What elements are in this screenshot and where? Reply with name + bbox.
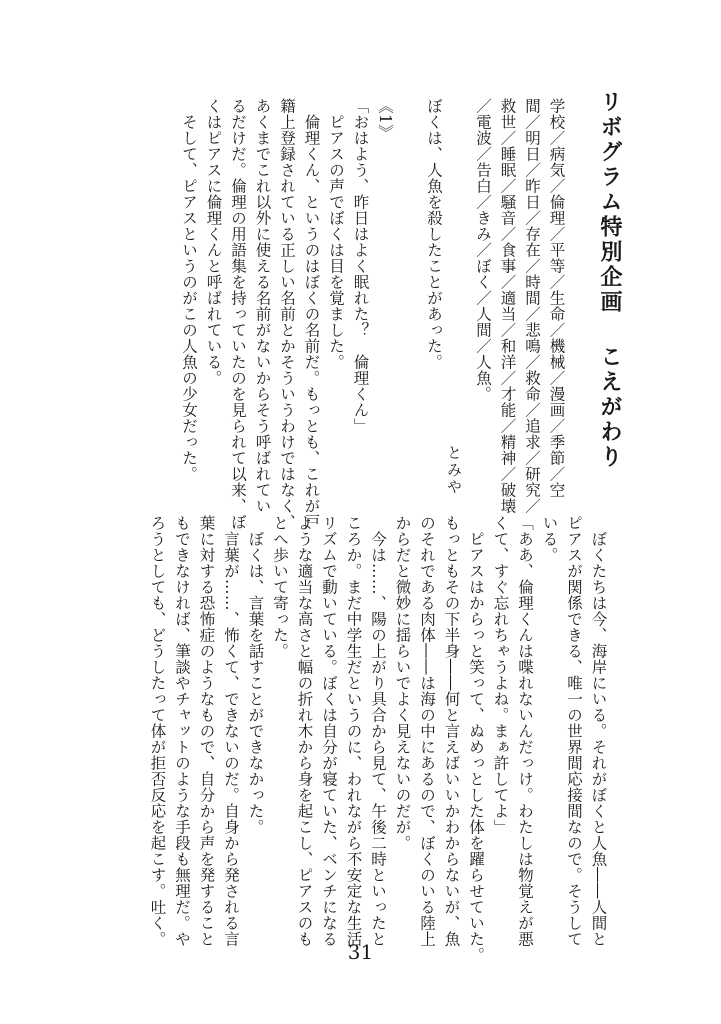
text-line: ぼくは、言葉を話すことができなかった。 xyxy=(246,515,265,835)
text-line: のそれである肉体――は海の中にあるので、ぼくのいる陸上 xyxy=(418,515,436,947)
text-line: とへ歩いて寄った。 xyxy=(271,515,289,659)
page-number: 31 xyxy=(347,940,374,964)
title-series: リボグラム特別企画 xyxy=(597,90,622,315)
author-name: とみや xyxy=(445,445,463,496)
text-line: からだと微妙に揺らいでよく見えないのだが。 xyxy=(393,515,412,851)
text-line: 学校／病気／倫理／平等／生命／機械／漫画／季節／空 xyxy=(547,98,566,498)
text-line: ころか。まだ中学生だというのに、われながら不安定な生活 xyxy=(344,515,363,947)
text-line: るだけだ。倫理の用語集を持っていたのを見られて以来、ぼ xyxy=(229,98,247,530)
text-line: 葉に対する恐怖症のようなもので、自分から声を発すること xyxy=(197,515,216,947)
title-story: こえがわり xyxy=(597,345,622,470)
text-line: くて、すぐ忘れちゃうよね。まぁ許してよ」 xyxy=(491,515,510,835)
text-line: 「ああ、倫理くんは喋れないんだっけ。わたしは物覚えが悪 xyxy=(516,515,534,947)
text-line: リズムで動いている。ぼくは自分が寝ていた、ベンチになる xyxy=(320,515,338,947)
text-line: 救世／睡眠／騒音／食事／適当／和洋／才能／精神／破壊 xyxy=(498,98,517,514)
text-line: もっともその下半身――何と言えばいいかわからないが、魚 xyxy=(442,515,461,947)
text-line: ピアスの声でぼくは目を覚ました。 xyxy=(327,98,345,370)
text-line: 籍上登録されている正しい名前とかそういうわけではなく、 xyxy=(278,98,296,530)
text-line: ぼくは、人魚を殺したことがあった。 xyxy=(425,98,443,370)
text-line: 今は……、陽の上がり具合から見て、午後二時といったと xyxy=(369,515,387,947)
text-line: そして、ピアスというのがこの人魚の少女だった。 xyxy=(180,98,198,482)
text-line: ろうとしても、どうしたって体が拒否反応を起こす。吐く。 xyxy=(148,515,167,947)
text-line: ような適当な高さと幅の折れ木から身を起こし、ピアスのも xyxy=(295,515,314,947)
text-line: あくまでこれ以外に使える名前がないからそう呼ばれてい xyxy=(253,98,272,514)
text-line: 間／明日／昨日／存在／時間／悲鳴／救命／追求／研究／ xyxy=(523,98,541,514)
text-line: ピアスはからっと笑って、ぬめっとした体を躍らせていた。 xyxy=(467,515,485,963)
text-line: ／電波／告白／きみ／ぼく／人間／人魚。 xyxy=(474,98,492,402)
text-line: 《1》 xyxy=(376,98,394,141)
text-line: ぼくたちは今、海岸にいる。それがぼくと人魚――人間と xyxy=(589,515,608,947)
text-line: もできなければ、筆談やチャットのような手段も無理だ。や xyxy=(173,515,191,947)
text-line: 言葉が……、怖くて、できないのだ。自身から発される言 xyxy=(222,515,240,947)
text-line: 「おはよう、昨日はよく眠れた？ 倫理くん」 xyxy=(351,98,370,434)
text-line: くはピアスに倫理くんと呼ばれている。 xyxy=(204,98,223,386)
page-title xyxy=(594,90,625,470)
text-line: 倫理くん、というのはぼくの名前だ。もっとも、これが戸 xyxy=(302,98,321,530)
text-line: いる。 xyxy=(540,515,559,563)
text-line: ピアスが関係できる、唯一の世界間応接間なので。そうして xyxy=(565,515,583,947)
